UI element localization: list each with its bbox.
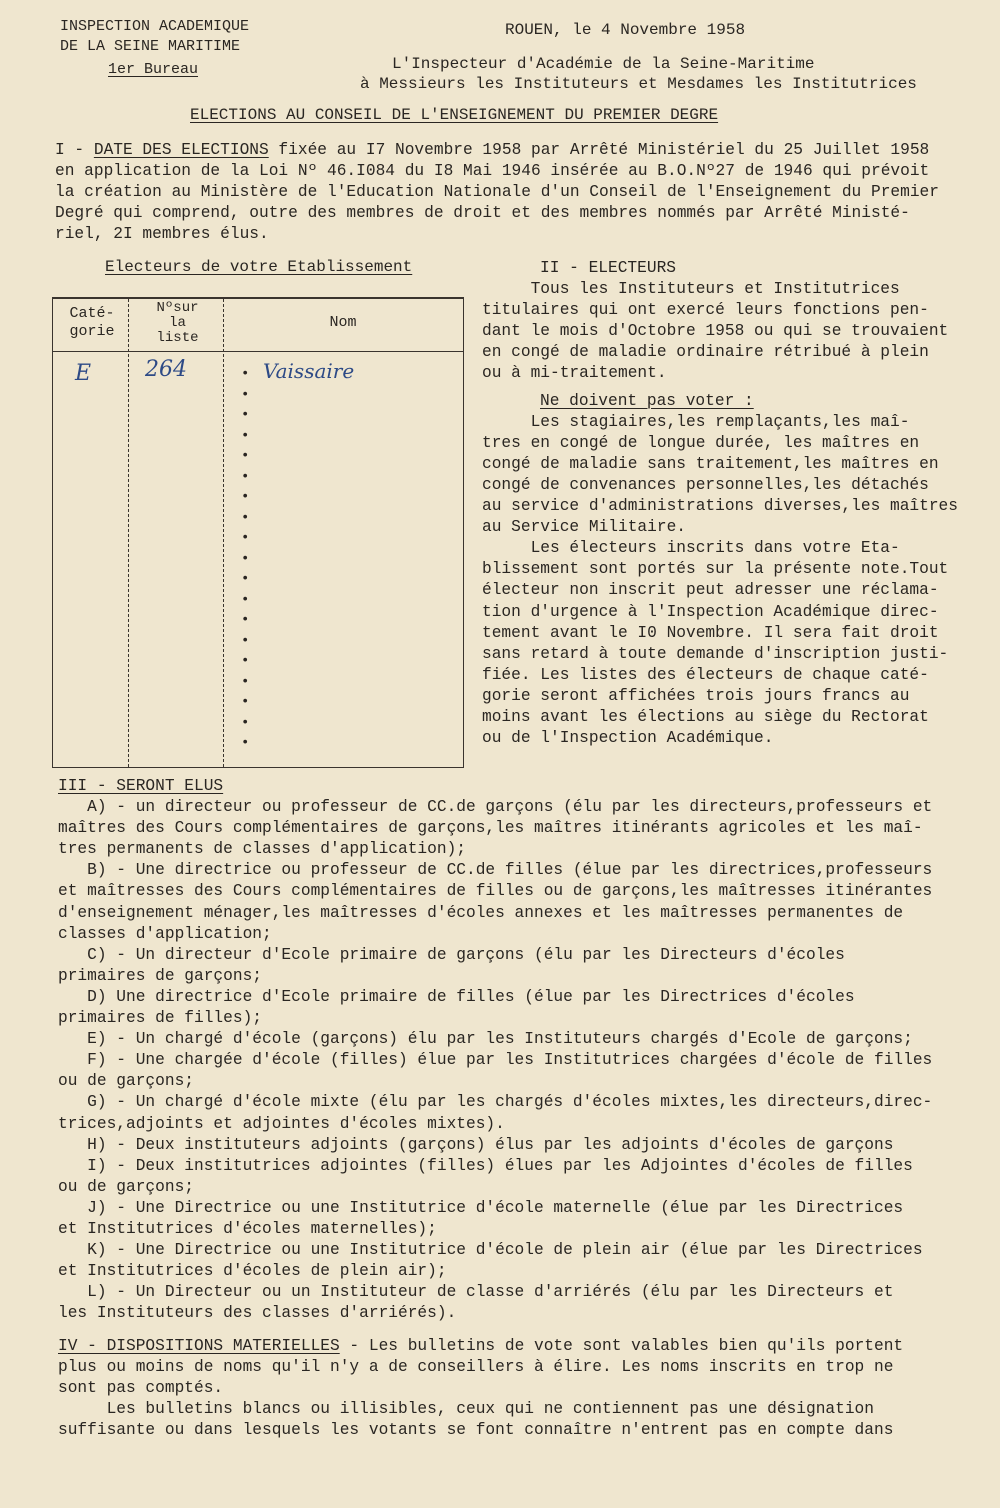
section-2-line: titulaires qui ont exercé leurs fonctions pen- <box>482 301 929 320</box>
section-2-line: en congé de maladie ordinaire rétribué à plein <box>482 343 929 362</box>
header-from: L'Inspecteur d'Académie de la Seine-Maritime <box>392 55 815 73</box>
section-2-line: moins avant les élections au siège du Rectorat <box>482 707 929 726</box>
cell-categorie: E <box>75 361 92 386</box>
section-3-heading: III - SERONT ELUS <box>58 777 224 795</box>
section-1-first-line: fixée au I7 Novembre 1958 par Arrêté Ministériel du 25 Juillet 1958 <box>268 141 930 159</box>
section-4-line: sont pas comptés. <box>58 1379 224 1398</box>
section-2-line: électeur non inscrit peut adresser une réclama- <box>482 581 939 600</box>
cell-numero: 264 <box>145 357 187 382</box>
section-1-line: la création au Ministère de l'Education Nationale d'un Conseil de l'Enseignement du Premier <box>55 183 939 202</box>
section-2 <box>482 258 958 749</box>
section-2-line: ou de l'Inspection Académique. <box>482 729 774 748</box>
section-2-line: Tous les Instituteurs et Institutrices <box>482 280 900 299</box>
section-2-line: blissement sont portés sur la présente note.Tout <box>482 560 949 579</box>
section-1-heading: DATE DES ELECTIONS <box>93 141 269 159</box>
section-4-line: suffisante ou dans lesquels les votants se font connaître n'entrent pas en compte dans <box>58 1421 894 1440</box>
name-dot-column: • • • • • • • • • • • • • • • • • • • <box>241 366 250 751</box>
section-2-line: tement avant le I0 Novembre. Il sera fait droit <box>482 623 939 642</box>
section-1-line: en application de la Loi Nº 46.I084 du I8 Mai 1946 insérée au B.O.Nº27 de 1946 qui prévoit <box>55 162 930 181</box>
section-3-line: B) - Une directrice ou professeur de CC.de filles (élue par les directrices,professeurs <box>58 861 933 880</box>
section-3-line: A) - un directeur ou professeur de CC.de garçons (élu par les directeurs,professeurs et <box>58 798 933 817</box>
section-2-line: Les électeurs inscrits dans votre Eta- <box>482 539 900 558</box>
section-3-line: et Institutrices d'écoles maternelles); <box>58 1219 437 1238</box>
header-office-line2: DE LA SEINE MARITIME <box>60 38 241 55</box>
section-1 <box>55 140 939 245</box>
section-4-line: plus ou moins de noms qu'il n'y a de conseillers à élire. Les noms inscrits en trop ne <box>58 1358 894 1377</box>
col-nom-header: Nom <box>329 314 357 331</box>
electors-table-title: Electeurs de votre Etablissement <box>105 258 413 276</box>
section-1-lead: I - <box>55 141 94 159</box>
section-3-line: F) - Une chargée d'école (filles) élue par les Institutrices chargées d'école de filles <box>58 1051 933 1070</box>
col-numero-header: Nºsur la liste <box>156 300 199 346</box>
section-3-line: primaires de filles); <box>58 1009 262 1028</box>
col-categorie-header: Caté- gorie <box>69 305 115 340</box>
section-2-subheading: Ne doivent pas voter : <box>540 391 754 410</box>
section-2-line: dant le mois d'Octobre 1958 ou qui se trouvaient <box>482 322 949 341</box>
section-3-line: K) - Une Directrice ou une Institutrice d'école de plein air (élue par les Directrices <box>58 1241 923 1260</box>
electors-table <box>52 297 464 768</box>
section-3-line: trices,adjoints et adjointes d'écoles mixtes). <box>58 1114 505 1133</box>
header-office-line1: INSPECTION ACADEMIQUE <box>60 18 250 35</box>
section-2-line: Les stagiaires,les remplaçants,les maî- <box>482 412 910 431</box>
section-3 <box>58 776 932 1324</box>
cell-nom: Vaissaire <box>263 359 355 383</box>
section-3-line: classes d'application; <box>58 924 272 943</box>
section-1-line: Degré qui comprend, outre des membres de droit et des membres nommés par Arrêté Ministé- <box>55 204 910 223</box>
section-3-line: I) - Deux institutrices adjointes (filles) élues par les Adjointes d'écoles de filles <box>58 1156 913 1175</box>
section-2-line: tion d'urgence à l'Inspection Académique direc- <box>482 602 939 621</box>
section-3-line: H) - Deux instituteurs adjoints (garçons) élus par les adjoints d'écoles de garçons <box>58 1135 894 1154</box>
section-1-line: riel, 2I membres élus. <box>55 225 269 244</box>
section-2-line: gorie seront affichées trois jours francs au <box>482 686 910 705</box>
section-3-line: L) - Un Directeur ou un Instituteur de classe d'arriérés (élu par les Directeurs et <box>58 1283 894 1302</box>
section-3-line: ou de garçons; <box>58 1072 194 1091</box>
section-2-heading: II - ELECTEURS <box>540 259 676 277</box>
section-2-line: au service d'administrations diverses,les maîtres <box>482 497 958 516</box>
section-3-line: G) - Un chargé d'école mixte (élu par les chargés d'écoles mixtes,les directeurs,direc- <box>58 1093 933 1112</box>
header-bureau: 1er Bureau <box>108 61 199 78</box>
section-2-line: congé de convenances personnelles,les détachés <box>482 475 929 494</box>
section-3-line: J) - Une Directrice ou une Institutrice d'école maternelle (élue par les Directrices <box>58 1198 904 1217</box>
section-3-line: d'enseignement ménager,les maîtresses d'écoles annexes et les maîtresses permanentes de <box>58 903 904 922</box>
section-2-line: tres en congé de longue durée, les maîtres en <box>482 433 920 452</box>
section-3-line: D) Une directrice d'Ecole primaire de filles (élue par les Directrices d'écoles <box>58 987 855 1006</box>
section-3-line: et Institutrices d'écoles de plein air); <box>58 1262 447 1281</box>
section-3-line: E) - Un chargé d'école (garçons) élu par les Instituteurs chargés d'Ecole de garçons; <box>58 1030 913 1049</box>
section-2-line: congé de maladie sans traitement,les maîtres en <box>482 454 939 473</box>
document-title: ELECTIONS AU CONSEIL DE L'ENSEIGNEMENT DU PREMIER DEGRE <box>190 106 719 124</box>
section-3-line: les Instituteurs des classes d'arriérés). <box>58 1304 457 1323</box>
header-to: à Messieurs les Instituteurs et Mesdames les Institutrices <box>360 75 917 93</box>
section-3-line: maîtres des Cours complémentaires de garçons,les maîtres itinérants agricoles et les maî- <box>58 819 923 838</box>
section-4-first-line: - Les bulletins de vote sont valables bien qu'ils portent <box>339 1337 904 1355</box>
section-3-line: et maîtresses des Cours complémentaires de filles ou de garçons,les maîtresses itinérantes <box>58 882 933 901</box>
section-3-line: tres permanents de classes d'application); <box>58 840 466 859</box>
section-2-line: au Service Militaire. <box>482 518 686 537</box>
section-4-line: Les bulletins blancs ou illisibles, ceux qui ne contiennent pas une désignation <box>58 1400 874 1419</box>
section-4 <box>58 1336 903 1441</box>
section-3-line: C) - Un directeur d'Ecole primaire de garçons (élu par les Directeurs d'écoles <box>58 945 845 964</box>
section-2-line: fiée. Les listes des électeurs de chaque caté- <box>482 665 929 684</box>
section-4-heading: IV - DISPOSITIONS MATERIELLES <box>58 1337 340 1355</box>
section-3-line: ou de garçons; <box>58 1177 194 1196</box>
section-3-line: primaires de garçons; <box>58 966 262 985</box>
section-2-line: sans retard à toute demande d'inscription justi- <box>482 644 949 663</box>
header-date: ROUEN, le 4 Novembre 1958 <box>505 21 746 39</box>
section-2-line: ou à mi-traitement. <box>482 364 667 383</box>
